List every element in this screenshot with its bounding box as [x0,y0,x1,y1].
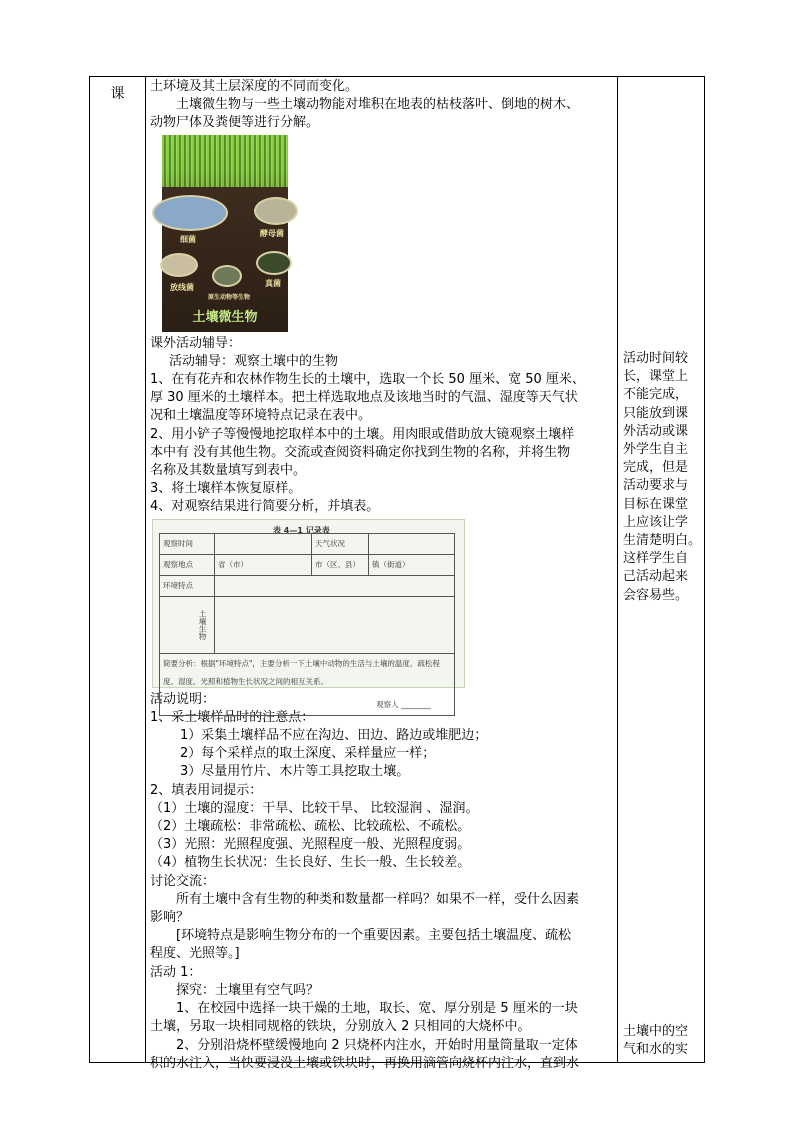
env-cell: 环境特点 [160,576,215,597]
text-line: 1、采土壤样品时的注意点： [150,709,315,725]
text-line: （4）植物生长状况：生长良好、生长一般、生长较差。 [150,855,471,871]
text-line: 1、在校园中选择一块干燥的土地，取长、宽、厚分别是 5 厘米的一块 [176,1001,578,1017]
text-line: （1）土壤的湿度：干旱、比较干旱、 比较湿润 、湿润。 [150,800,479,816]
soil-microbes-image [162,135,288,332]
analysis-text: 简要分析：根据"环境特点"，主要分析一下土壤中动物的生活与土壤的温度、疏松程度、湿度、光照和植物生长状况之间的相互关系。 [163,659,440,687]
text-line: 动物尸体及粪便等进行分解。 [150,115,320,131]
text-line: 2）每个采样点的取土深度、采样量应一样； [180,746,436,762]
side-line: 气和水的实 [623,1042,689,1058]
text-line: [环境特点是影响生物分布的一个重要因素。主要包括土壤温度、疏松 [176,928,572,944]
actinomycetes-icon [160,253,198,277]
side-line: 只能放到课 [623,405,689,421]
bio-cell: 土壤生物 [160,597,215,654]
text-line: 土壤，另取一块相同规格的铁块，分别放入 2 只相同的大烧杯中。 [150,1019,531,1035]
text-line: 1）采集土壤样品不应在沟边、田边、路边或堆肥边； [180,728,488,744]
side-line: 外学生自主 [623,442,689,458]
weather-cell: 天气状况 [312,533,369,554]
protozoa-label: 原生动物等生物 [208,293,251,301]
column-divider-1 [145,77,146,1062]
text-line: 本中有 没有其他生物。交流或查阅资料确定你找到生物的名称，并将生物 [150,444,571,460]
city-cell: 市（区、县） [312,554,369,575]
text-line: 3、将土壤样本恢复原样。 [150,481,302,497]
side-line: 活动要求与 [623,478,689,494]
section-label: 课 [110,86,125,102]
analysis-cell [160,654,455,716]
side-note-1 [623,350,701,605]
place-cell: 观察地点 [160,554,215,575]
text-line: 4、对观察结果进行简要分析，并填表。 [150,499,380,515]
text-line: 况和土壤温度等环境特点记录在表中。 [150,408,372,424]
text-line: 2、用小铲子等慢慢地挖取样本中的土壤。用肉眼或借助放大镜观察土壤样 [150,426,575,442]
text-line: 2、填表用词提示： [150,782,263,798]
text-line: 积的水注入，当快要浸没土壤或铁块时，再换用滴管向烧杯内注水，直到水 [150,1055,580,1071]
image-caption: 土壤微生物 [192,310,258,326]
obs-time-cell: 观察时间 [160,533,215,554]
main-content [150,78,616,1073]
text-line: 活动说明： [150,691,216,707]
side-line: 活动时间较 [623,351,689,366]
side-line: 长，课堂上 [623,369,689,385]
text-line: 活动辅导：观察土壤中的生物 [169,353,339,369]
side-line: 这样学生自 [623,551,689,567]
side-line: 不能完成， [623,387,689,403]
side-line: 完成，但是 [623,460,689,476]
form-title: 表 4—1 记录表 [273,525,330,535]
side-line: 外活动或课 [623,423,689,439]
text-line: 讨论交流： [150,873,216,889]
side-line: 目标在课堂 [623,496,689,512]
bacteria-label: 细菌 [180,234,196,244]
text-line: 名称及其数量填写到表中。 [150,463,307,479]
text-line: 2、分别沿烧杯壁缓慢地向 2 只烧杯内注水，开始时用量筒量取一定体 [176,1037,578,1053]
side-line: 生清楚明白。 [623,533,702,549]
protozoa-icon [212,265,242,287]
record-table [159,533,455,716]
observer-text: 观察人 ________ [376,699,431,709]
side-line: 上应该让学 [623,514,689,530]
fungi-icon [256,251,292,275]
side-line: 己活动起来 [623,569,689,585]
text-line: 影响？ [150,910,190,926]
text-line: 程度、光照等。] [150,946,240,962]
text-line: 探究：土壤里有空气吗？ [176,982,320,998]
side-note-2 [623,1023,701,1059]
bacteria-icon [152,195,228,231]
text-line: 1、在有花卉和农林作物生长的土壤中，选取一个长 50 厘米、宽 50 厘米、 [150,372,585,388]
text-line: 土壤微生物与一些土壤动物能对堆积在地表的枯枝落叶、倒地的树木、 [176,97,580,113]
fungi-label: 真菌 [265,278,281,288]
grass-layer [162,135,288,187]
side-line: 会容易些。 [623,587,689,603]
text-line: 活动 1： [150,964,202,980]
yeast-label: 酵母菌 [260,228,284,238]
text-line: （2）土壤疏松：非常疏松、疏松、比较疏松、不疏松。 [150,819,471,835]
text-line: 厚 30 厘米的土壤样本。把土样选取地点及该地当时的气温、湿度等天气状 [150,390,578,406]
actinomycetes-label: 放线菌 [170,282,194,292]
yeast-icon [254,197,298,225]
text-line: 课外活动辅导： [150,335,242,351]
side-line: 土壤中的空 [623,1024,689,1039]
text-line: 土环境及其土层深度的不同而变化。 [150,79,359,94]
text-line: 3）尽量用竹片、木片等工具挖取土壤。 [180,764,410,780]
text-line: （3）光照：光照程度强、光照程度一般、光照程度弱。 [150,837,471,853]
province-cell: 省（市） [215,554,312,575]
text-line: 所有土壤中含有生物的种类和数量都一样吗？如果不一样，受什么因素 [176,891,580,907]
lesson-table [89,76,705,1071]
town-cell: 镇（街道） [369,554,455,575]
column-divider-2 [617,77,618,1062]
